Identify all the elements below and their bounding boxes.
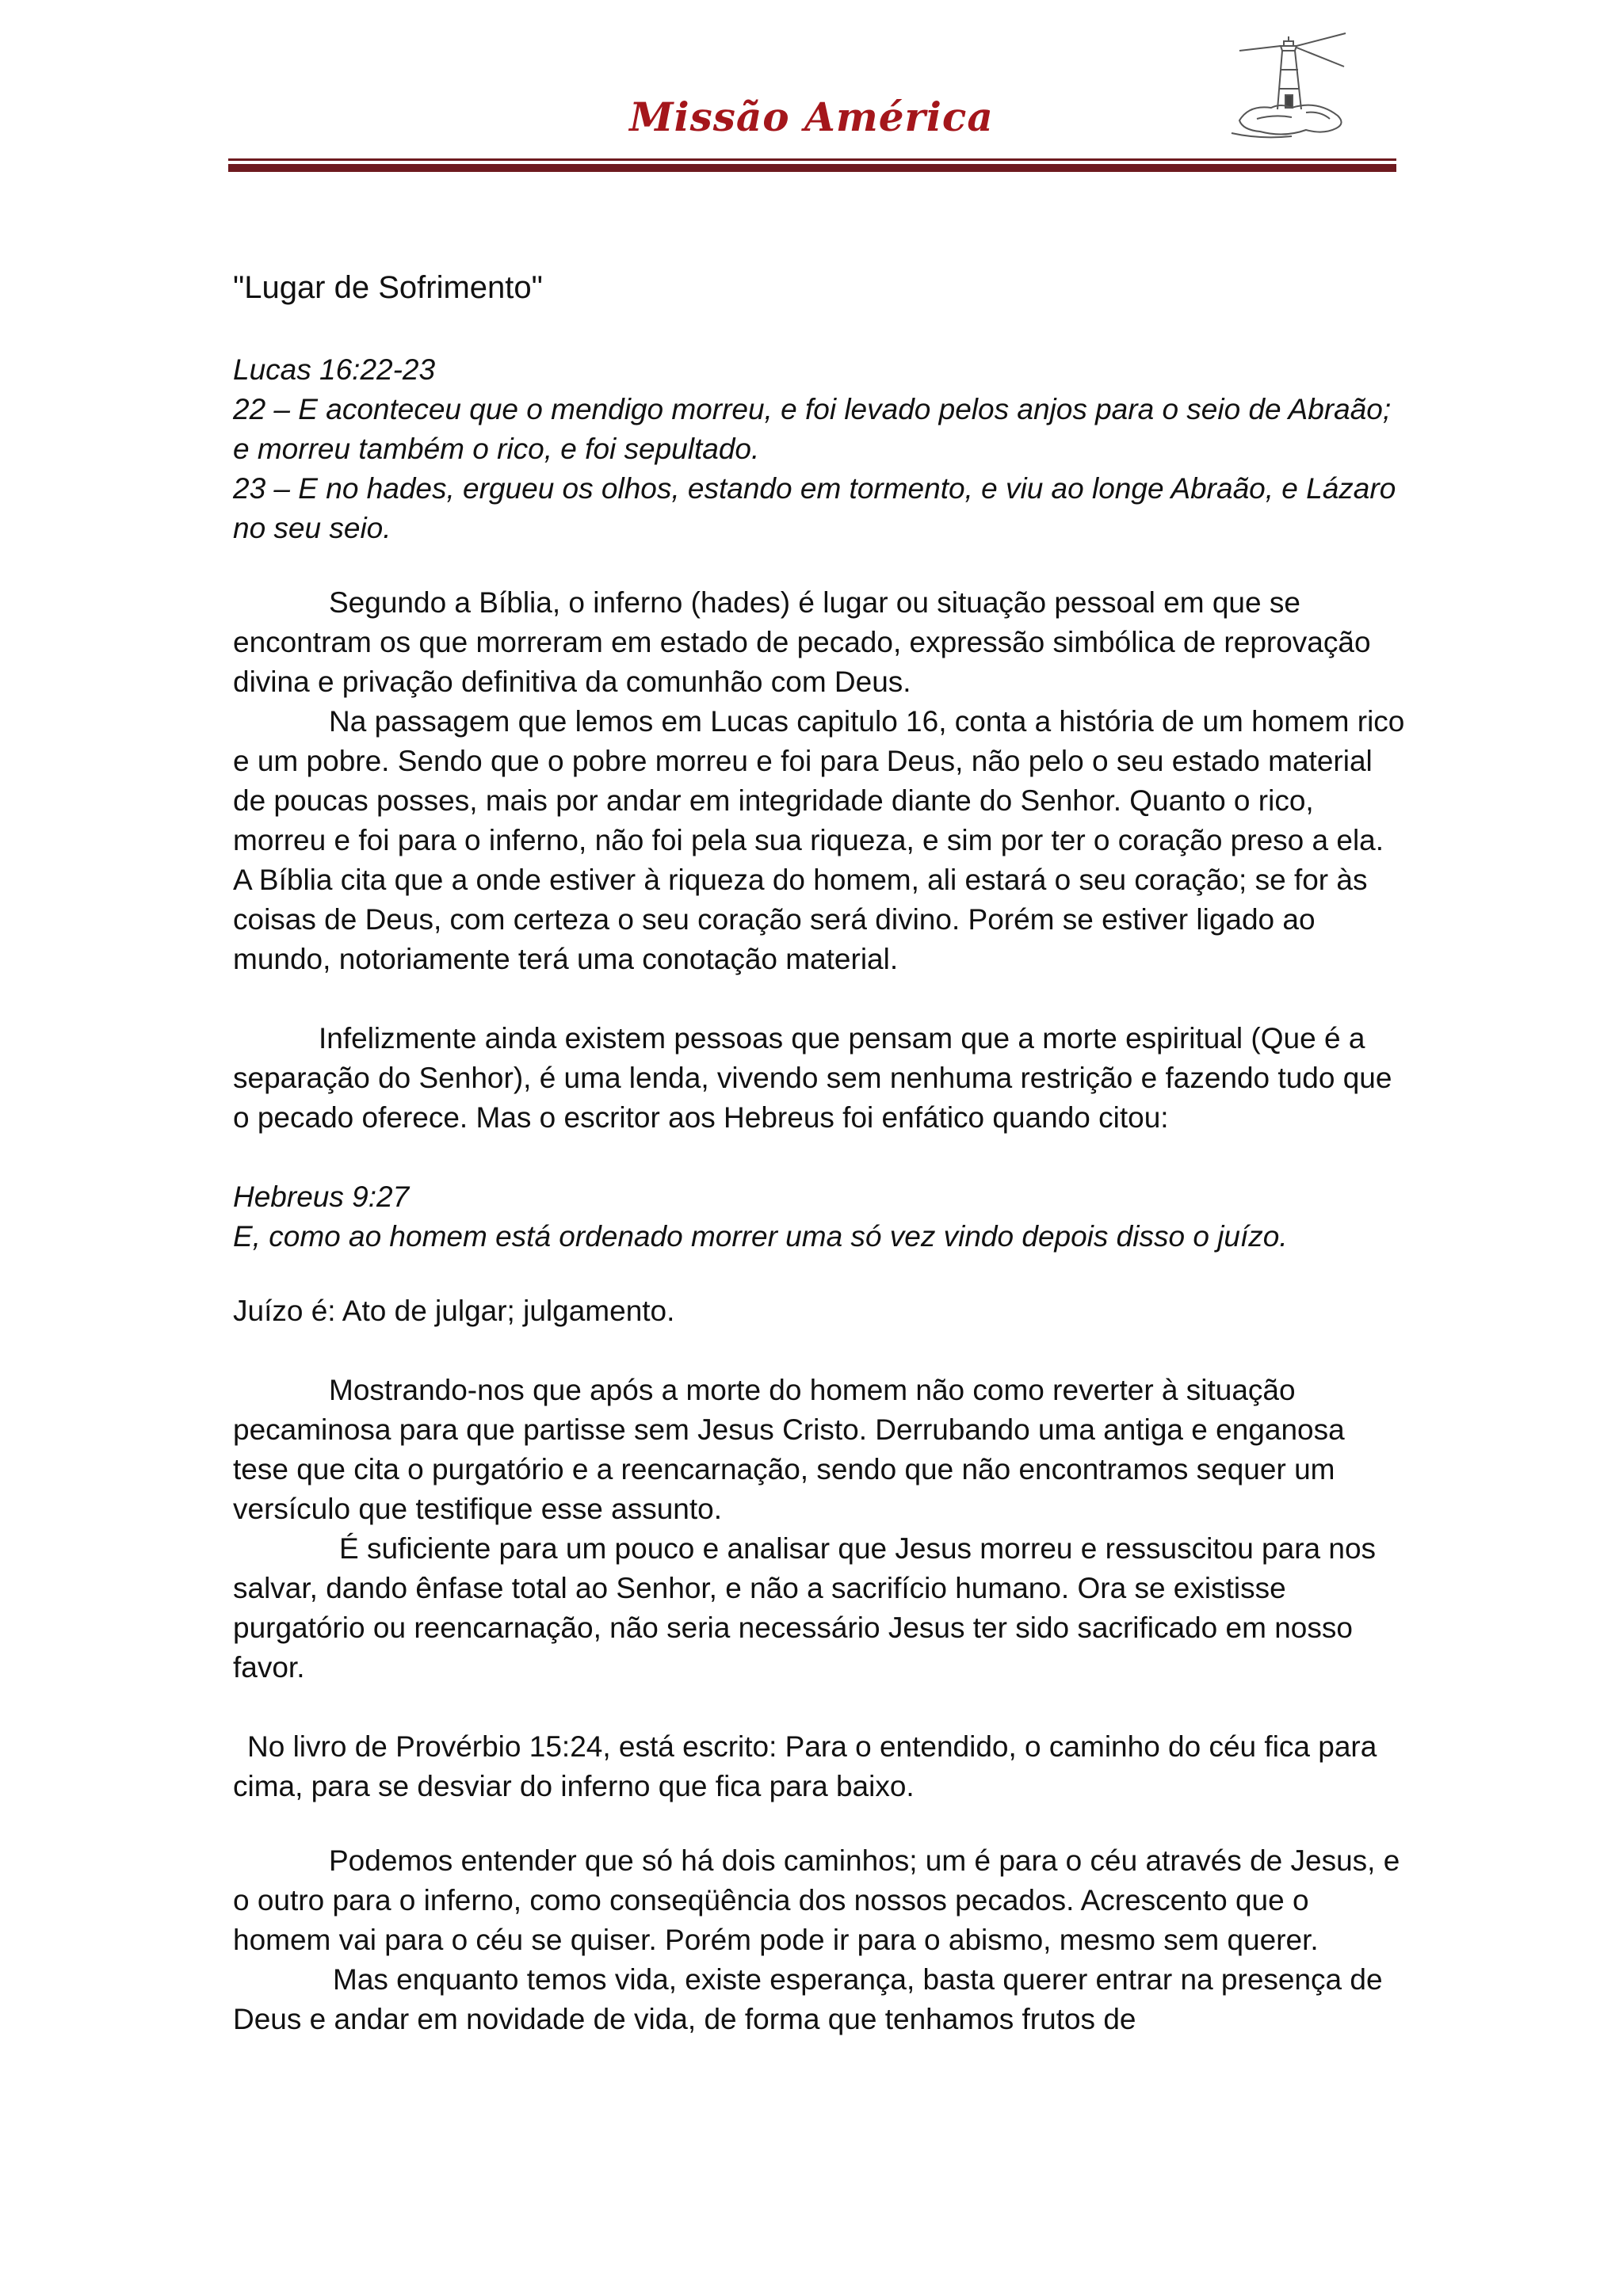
paragraph-dois-caminhos: Podemos entender que só há dois caminhos; um é para o céu através de Jesus, e o outro para o inferno, como conseqüência dos nossos pecados. Acrescento que o homem vai para o céu se quiser. Porém pode ir para o abismo, mesmo sem querer. bbox=[233, 1844, 1400, 1956]
document-body bbox=[233, 268, 1406, 2039]
lighthouse-icon bbox=[1228, 32, 1347, 151]
header-rule-thick bbox=[228, 164, 1396, 172]
paragraph-inferno-definition: Segundo a Bíblia, o inferno (hades) é lugar ou situação pessoal em que se encontram os que morreram em estado de pecado, expressão simbólica de reprovação divina e privação definitiva da comunhão com Deus. bbox=[233, 586, 1371, 698]
scripture-reference-hebreus: Hebreus 9:27 bbox=[233, 1180, 410, 1213]
paragraph-morte-espiritual: Infelizmente ainda existem pessoas que pensam que a morte espiritual (Que é a separação do Senhor), é uma lenda, vivendo sem nenhuma restrição e fazendo tudo que o pecado oferece. Mas o escritor aos Hebreus foi enfático quando citou: bbox=[233, 1022, 1392, 1134]
paragraph-purgatorio: Mostrando-nos que após a morte do homem não como reverter à situação pecaminosa para que partisse sem Jesus Cristo. Derrubando uma antiga e enganosa tese que cita o purgatório e a reencarnação, sendo que não encontramos sequer um versículo que testifique esse assunto. bbox=[233, 1374, 1345, 1525]
header-title: Missão América bbox=[629, 93, 994, 140]
scripture-verse-22: 22 – E aconteceu que o mendigo morreu, e foi levado pelos anjos para o seio de Abraão; e morreu também o rico, e foi sepultado. bbox=[233, 393, 1392, 465]
paragraph-proverbio: No livro de Provérbio 15:24, está escrito: Para o entendido, o caminho do céu fica para cima, para se desviar do inferno que fica para baixo. bbox=[233, 1730, 1377, 1802]
scripture-verse-23: 23 – E no hades, ergueu os olhos, estando em tormento, e viu ao longe Abraão, e Lázaro no seu seio. bbox=[233, 472, 1396, 544]
header-rule-thin bbox=[228, 158, 1396, 161]
paragraph-sacrificio: É suficiente para um pouco e analisar que Jesus morreu e ressuscitou para nos salvar, dando ênfase total ao Senhor, e não a sacrifício humano. Ora se existisse purgatório ou reencarnação, não seria necessário Jesus ter sido sacrificado em nosso favor. bbox=[233, 1532, 1377, 1684]
juizo-definition: Juízo é: Ato de julgar; julgamento. bbox=[233, 1295, 675, 1327]
paragraph-rico-e-pobre: Na passagem que lemos em Lucas capitulo 16, conta a história de um homem rico e um pobre. Sendo que o pobre morreu e foi para Deus, não pelo o seu estado material de poucas posses, mais por andar em integridade diante do Senhor. Quanto o rico, morreu e foi para o inferno, não foi pela sua riqueza, e sim por ter o coração preso a ela. A Bíblia cita que a onde estiver à riqueza do homem, ali estará o seu coração; se for às coisas de Deus, com certeza o seu coração será divino. Porém se estiver ligado ao mundo, notoriamente terá uma conotação material. bbox=[233, 705, 1405, 975]
scripture-reference-lucas: Lucas 16:22-23 bbox=[233, 353, 436, 386]
document-title: "Lugar de Sofrimento" bbox=[233, 270, 543, 305]
scripture-hebreus-text: E, como ao homem está ordenado morrer uma só vez vindo depois disso o juízo. bbox=[233, 1220, 1288, 1253]
paragraph-esperanca: Mas enquanto temos vida, existe esperança, basta querer entrar na presença de Deus e andar em novidade de vida, de forma que tenhamos frutos de bbox=[233, 1963, 1383, 2035]
